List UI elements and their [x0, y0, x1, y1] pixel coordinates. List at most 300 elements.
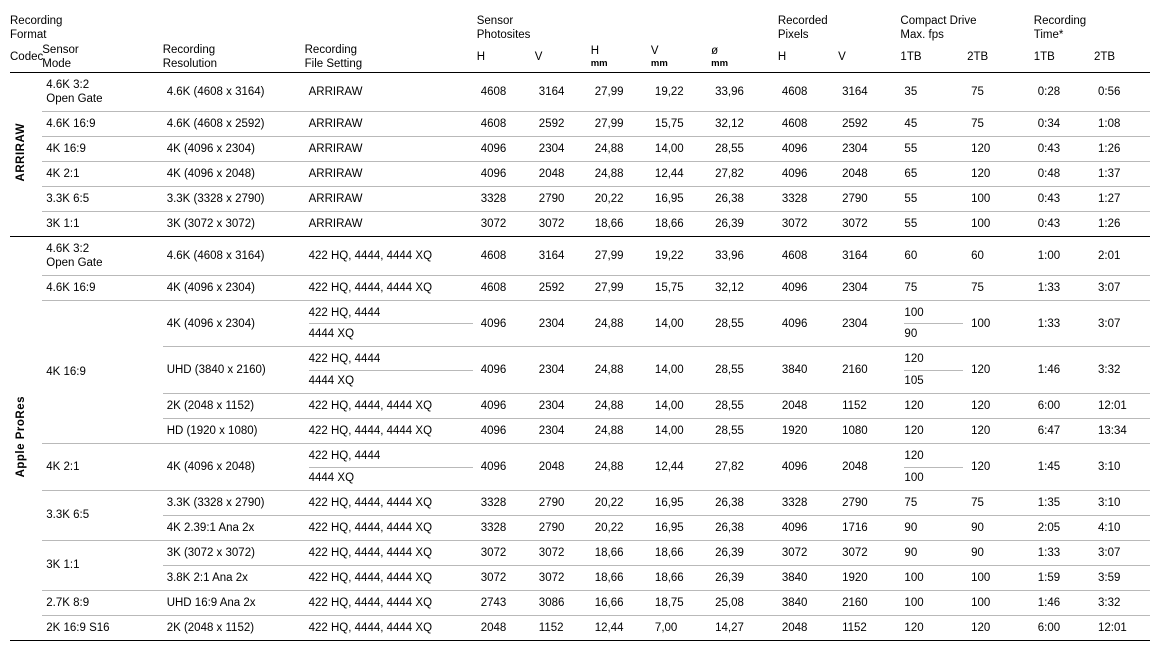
- sp-h-mm: 20,22: [591, 515, 651, 540]
- recording-resolution: 2K (2048 x 1152): [163, 394, 305, 419]
- recording-format-table: [10, 14, 1150, 641]
- sp-o-mm: 26,39: [711, 565, 778, 590]
- table-row: [10, 565, 1150, 590]
- recording-resolution: 4K (4096 x 2304): [163, 275, 305, 300]
- table-row: [10, 111, 1150, 136]
- sensor-mode: 4K 16:9: [42, 136, 162, 161]
- rp-v: 3164: [838, 236, 900, 275]
- time-2tb: 12:01: [1094, 394, 1150, 419]
- sp-v: 2048: [535, 444, 591, 491]
- recording-file-setting: 422 HQ, 4444, 4444 XQ: [305, 236, 477, 275]
- fps-2tb: 120: [967, 347, 1034, 394]
- sp-v: 3072: [535, 540, 591, 565]
- fps-1tb: 100: [900, 591, 967, 616]
- rp-h: 2048: [778, 616, 838, 641]
- header-recording-resolution-line2: Resolution: [162, 58, 218, 71]
- rp-v: 1716: [838, 515, 900, 540]
- header-recorded-pixels-line1: Recorded: [777, 15, 828, 27]
- recording-file-setting: 422 HQ, 4444, 4444 XQ: [305, 616, 477, 641]
- sp-h: 4608: [477, 236, 535, 275]
- rp-v: 2592: [838, 111, 900, 136]
- sensor-mode-line2: Open Gate: [46, 256, 103, 269]
- sp-v: 2304: [535, 419, 591, 444]
- fps-1tb: 55: [900, 186, 967, 211]
- sp-o-mm: 33,96: [711, 236, 778, 275]
- recording-resolution: 3.3K (3328 x 2790): [163, 490, 305, 515]
- fps-1tb: 90: [900, 540, 967, 565]
- fps-2tb: 120: [967, 161, 1034, 186]
- sensor-mode: 3.3K 6:5: [42, 490, 162, 540]
- rp-v: 3072: [838, 540, 900, 565]
- table-row: [10, 394, 1150, 419]
- sp-v-mm: 14,00: [651, 419, 711, 444]
- fps-1tb: 100: [900, 565, 967, 590]
- sp-v: 3164: [535, 236, 591, 275]
- header-sensor-mode-line1: Sensor: [42, 43, 79, 56]
- rp-v: 2160: [838, 347, 900, 394]
- time-1tb: 0:43: [1034, 211, 1094, 236]
- sp-h-mm: 24,88: [591, 300, 651, 347]
- time-2tb: 1:37: [1094, 161, 1150, 186]
- table-row: [10, 419, 1150, 444]
- time-2tb: 2:01: [1094, 236, 1150, 275]
- rp-v: 3164: [838, 72, 900, 111]
- time-1tb: 1:46: [1034, 591, 1094, 616]
- time-2tb: 1:26: [1094, 136, 1150, 161]
- fps-1tb: 120: [900, 394, 967, 419]
- rp-v: 1152: [838, 394, 900, 419]
- sp-v-mm: 14,00: [651, 300, 711, 347]
- sp-v: 2304: [535, 394, 591, 419]
- header-sp-o-mm: [711, 43, 778, 72]
- fps-2tb: 100: [967, 211, 1034, 236]
- rp-v: 3072: [838, 211, 900, 236]
- fps-2tb: 100: [967, 591, 1034, 616]
- recording-file-setting: ARRIRAW: [305, 72, 477, 111]
- fps-2tb: 75: [967, 111, 1034, 136]
- sensor-mode: 3.3K 6:5: [42, 186, 162, 211]
- header-recording-file-setting-line2: File Setting: [304, 58, 363, 71]
- sp-h-mm: 24,88: [591, 136, 651, 161]
- header-sp-v-mm: [651, 43, 711, 72]
- header-sp-h-mm-line1: H: [590, 45, 600, 57]
- sp-v-mm: 7,00: [651, 616, 711, 641]
- sp-h: 3072: [477, 211, 535, 236]
- recording-file-setting: 422 HQ, 4444, 4444 XQ: [305, 540, 477, 565]
- table-row: [10, 186, 1150, 211]
- recording-file-setting: ARRIRAW: [305, 211, 477, 236]
- header-recording-format-line1: Recording: [10, 15, 63, 27]
- time-2tb: 0:56: [1094, 72, 1150, 111]
- recording-file-setting: ARRIRAW: [305, 161, 477, 186]
- header-sp-h: H: [476, 50, 486, 63]
- header-recording-time-line2: Time*: [1033, 29, 1064, 42]
- fps-1tb: 35: [900, 72, 967, 111]
- recording-resolution: 3K (3072 x 3072): [163, 540, 305, 565]
- time-1tb: 0:43: [1034, 136, 1094, 161]
- sp-v-mm: 14,00: [651, 394, 711, 419]
- time-1tb: 0:48: [1034, 161, 1094, 186]
- sp-h-mm: 24,88: [591, 444, 651, 491]
- sp-h: 4608: [477, 111, 535, 136]
- recording-resolution: 4K (4096 x 2304): [163, 136, 305, 161]
- fps-1tb: 60: [900, 236, 967, 275]
- sp-o-mm: 26,38: [711, 515, 778, 540]
- fps-1tb-bottom: 105: [904, 374, 924, 387]
- time-1tb: 1:33: [1034, 275, 1094, 300]
- sensor-mode-line1: 4.6K 3:2: [46, 78, 90, 91]
- time-2tb: 3:32: [1094, 591, 1150, 616]
- recording-resolution: UHD (3840 x 2160): [163, 347, 305, 394]
- sensor-mode: 2.7K 8:9: [42, 591, 162, 616]
- header-recording-file-setting-line1: Recording: [304, 43, 358, 56]
- sensor-mode: 4K 2:1: [42, 161, 162, 186]
- sensor-mode: 3K 1:1: [42, 211, 162, 236]
- fps-2tb: 120: [967, 136, 1034, 161]
- recording-resolution: 4K 2.39:1 Ana 2x: [163, 515, 305, 540]
- header-sp-v: V: [534, 50, 543, 63]
- sp-o-mm: 26,39: [711, 540, 778, 565]
- sp-h: 4608: [477, 72, 535, 111]
- fps-1tb: 55: [900, 136, 967, 161]
- recording-file-setting-bottom: 4444 XQ: [308, 328, 355, 341]
- recording-resolution: 4K (4096 x 2048): [163, 161, 305, 186]
- time-1tb: 1:59: [1034, 565, 1094, 590]
- fps-1tb: 45: [900, 111, 967, 136]
- time-1tb: 6:00: [1034, 616, 1094, 641]
- sp-o-mm: 26,39: [711, 211, 778, 236]
- recording-resolution: UHD 16:9 Ana 2x: [163, 591, 305, 616]
- sensor-mode: 4K 2:1: [42, 444, 162, 491]
- recording-resolution: 3K (3072 x 3072): [163, 211, 305, 236]
- sp-v-mm: 18,75: [651, 591, 711, 616]
- header-sensor-photosites: [477, 14, 778, 43]
- sp-h-mm: 27,99: [591, 275, 651, 300]
- header-sp-v-mm-line1: V: [650, 45, 659, 57]
- fps-2tb: 100: [967, 565, 1034, 590]
- header-rt-2tb: 2TB: [1093, 50, 1116, 63]
- header-recording-time: [1034, 14, 1150, 43]
- sensor-mode: 3K 1:1: [42, 540, 162, 590]
- header-recording-time-line1: Recording: [1033, 15, 1087, 27]
- sp-o-mm: 32,12: [711, 275, 778, 300]
- time-1tb: 0:34: [1034, 111, 1094, 136]
- sp-v-mm: 16,95: [651, 186, 711, 211]
- rp-h: 3328: [778, 186, 838, 211]
- rp-h: 3840: [778, 565, 838, 590]
- sp-v: 2790: [535, 490, 591, 515]
- rp-h: 4608: [778, 72, 838, 111]
- rp-v: 2304: [838, 300, 900, 347]
- sp-v-mm: 16,95: [651, 490, 711, 515]
- header-sp-o-mm-line1: ø: [711, 45, 719, 57]
- header-sp-v-mm-line2: mm: [650, 58, 668, 70]
- fps-1tb: [900, 347, 967, 394]
- time-1tb: 0:28: [1034, 72, 1094, 111]
- fps-1tb-bottom: 90: [904, 328, 918, 341]
- recording-resolution: 4.6K (4608 x 3164): [163, 236, 305, 275]
- sp-h: 3328: [477, 186, 535, 211]
- table-row: [10, 161, 1150, 186]
- time-2tb: 3:59: [1094, 565, 1150, 590]
- fps-1tb: 120: [900, 616, 967, 641]
- fps-1tb: 65: [900, 161, 967, 186]
- sp-v-mm: 18,66: [651, 540, 711, 565]
- recording-file-setting: [305, 300, 477, 347]
- header-recording-resolution: [163, 43, 305, 72]
- sp-h: 3328: [477, 515, 535, 540]
- header-codec: Codec: [10, 50, 44, 63]
- time-2tb: 1:27: [1094, 186, 1150, 211]
- header-recorded-pixels-line2: Pixels: [777, 29, 809, 42]
- fps-1tb-top: 120: [904, 449, 963, 467]
- sp-v: 2048: [535, 161, 591, 186]
- sp-v-mm: 14,00: [651, 347, 711, 394]
- sp-h: 3072: [477, 540, 535, 565]
- table-row: [10, 347, 1150, 394]
- rp-v: 1152: [838, 616, 900, 641]
- sensor-mode: [42, 236, 162, 275]
- header-recording-resolution-line1: Recording: [162, 43, 216, 56]
- time-2tb: 1:26: [1094, 211, 1150, 236]
- sp-v: 2304: [535, 300, 591, 347]
- sp-h: 4096: [477, 444, 535, 491]
- time-1tb: 1:00: [1034, 236, 1094, 275]
- sp-v-mm: 12,44: [651, 161, 711, 186]
- fps-2tb: 75: [967, 72, 1034, 111]
- table-row: [10, 236, 1150, 275]
- recording-file-setting-top: 422 HQ, 4444: [309, 306, 473, 324]
- time-2tb: 3:07: [1094, 275, 1150, 300]
- sp-h-mm: 12,44: [591, 616, 651, 641]
- recording-file-setting: 422 HQ, 4444, 4444 XQ: [305, 490, 477, 515]
- header-sp-h-mm: [591, 43, 651, 72]
- rp-h: 3072: [778, 211, 838, 236]
- recording-file-setting: 422 HQ, 4444, 4444 XQ: [305, 394, 477, 419]
- sp-h: 2048: [477, 616, 535, 641]
- table-row: [10, 515, 1150, 540]
- time-1tb: 0:43: [1034, 186, 1094, 211]
- sp-o-mm: 28,55: [711, 394, 778, 419]
- sp-v-mm: 18,66: [651, 211, 711, 236]
- recording-file-setting-top: 422 HQ, 4444: [309, 352, 473, 370]
- sp-v: 2304: [535, 136, 591, 161]
- sp-h: 2743: [477, 591, 535, 616]
- sp-h: 4096: [477, 136, 535, 161]
- rp-h: 4608: [778, 111, 838, 136]
- sp-h: 3328: [477, 490, 535, 515]
- codec-group-arriraw: [10, 72, 42, 236]
- sp-h-mm: 24,88: [591, 394, 651, 419]
- sp-h-mm: 18,66: [591, 211, 651, 236]
- header-recording-format-line2: Format: [10, 29, 47, 42]
- sp-v-mm: 12,44: [651, 444, 711, 491]
- sp-h: 4096: [477, 347, 535, 394]
- rp-h: 3072: [778, 540, 838, 565]
- recording-file-setting: ARRIRAW: [305, 136, 477, 161]
- rp-h: 4096: [778, 275, 838, 300]
- sp-v: 3072: [535, 565, 591, 590]
- fps-2tb: 100: [967, 186, 1034, 211]
- header-cd-2tb: 2TB: [967, 50, 989, 63]
- header-sensor-photosites-line1: Sensor: [476, 15, 514, 27]
- header-sensor-mode: [42, 43, 162, 72]
- time-2tb: 3:07: [1094, 300, 1150, 347]
- codec-group-apple-prores-label: Apple ProRes: [15, 395, 27, 478]
- fps-2tb: 90: [967, 515, 1034, 540]
- header-rp-h: H: [777, 50, 787, 63]
- table-row: [10, 300, 1150, 347]
- recording-file-setting: [305, 347, 477, 394]
- time-1tb: 6:47: [1034, 419, 1094, 444]
- recording-file-setting: 422 HQ, 4444, 4444 XQ: [305, 515, 477, 540]
- header-compact-drive: [900, 14, 1033, 43]
- recording-file-setting-bottom: 4444 XQ: [308, 374, 355, 387]
- rp-h: 4608: [778, 236, 838, 275]
- header-recorded-pixels: [778, 14, 901, 43]
- rp-h: 4096: [778, 515, 838, 540]
- recording-resolution: 4K (4096 x 2048): [163, 444, 305, 491]
- recording-file-setting: 422 HQ, 4444, 4444 XQ: [305, 275, 477, 300]
- rp-v: 2790: [838, 186, 900, 211]
- sp-o-mm: 28,55: [711, 136, 778, 161]
- recording-file-setting-top: 422 HQ, 4444: [309, 449, 473, 467]
- sp-h-mm: 18,66: [591, 540, 651, 565]
- table-row: [10, 616, 1150, 641]
- time-2tb: 4:10: [1094, 515, 1150, 540]
- sp-v: 2790: [535, 515, 591, 540]
- table-row: [10, 540, 1150, 565]
- time-1tb: 1:33: [1034, 300, 1094, 347]
- sensor-mode: [42, 72, 162, 111]
- table-row: [10, 275, 1150, 300]
- rp-h: 3840: [778, 591, 838, 616]
- sensor-mode: 4.6K 16:9: [42, 275, 162, 300]
- fps-1tb-top: 100: [904, 306, 963, 324]
- sp-o-mm: 33,96: [711, 72, 778, 111]
- recording-resolution: HD (1920 x 1080): [163, 419, 305, 444]
- sp-o-mm: 28,55: [711, 419, 778, 444]
- recording-resolution: 3.8K 2:1 Ana 2x: [163, 565, 305, 590]
- table-row: [10, 490, 1150, 515]
- time-2tb: 3:10: [1094, 490, 1150, 515]
- fps-2tb: 75: [967, 275, 1034, 300]
- sp-v: 2304: [535, 347, 591, 394]
- header-compact-drive-line2: Max. fps: [900, 29, 944, 42]
- recording-resolution: 4.6K (4608 x 2592): [163, 111, 305, 136]
- fps-1tb: 120: [900, 419, 967, 444]
- rp-v: 1080: [838, 419, 900, 444]
- table-row: [10, 211, 1150, 236]
- rp-v: 2790: [838, 490, 900, 515]
- table-row: [10, 444, 1150, 491]
- sp-h: 4608: [477, 275, 535, 300]
- header-recording-file-setting: [305, 43, 477, 72]
- fps-1tb: 90: [900, 515, 967, 540]
- time-1tb: 6:00: [1034, 394, 1094, 419]
- rp-h: 3840: [778, 347, 838, 394]
- sp-o-mm: 14,27: [711, 616, 778, 641]
- recording-resolution: 3.3K (3328 x 2790): [163, 186, 305, 211]
- fps-1tb-bottom: 100: [904, 471, 924, 484]
- time-1tb: 1:45: [1034, 444, 1094, 491]
- header-sensor-mode-line2: Mode: [42, 58, 72, 71]
- fps-1tb: 55: [900, 211, 967, 236]
- rp-v: 2048: [838, 161, 900, 186]
- header-cd-1tb: 1TB: [900, 50, 922, 63]
- sp-v: 2592: [535, 275, 591, 300]
- table-header-group-row: [10, 14, 1150, 43]
- header-sensor-photosites-line2: Photosites: [476, 29, 531, 42]
- rp-h: 1920: [778, 419, 838, 444]
- sp-v-mm: 15,75: [651, 275, 711, 300]
- sp-h-mm: 27,99: [591, 111, 651, 136]
- time-1tb: 1:35: [1034, 490, 1094, 515]
- sp-h: 4096: [477, 419, 535, 444]
- fps-1tb-top: 120: [904, 352, 963, 370]
- rp-h: 4096: [778, 444, 838, 491]
- rp-h: 4096: [778, 136, 838, 161]
- sp-o-mm: 32,12: [711, 111, 778, 136]
- sp-h-mm: 20,22: [591, 490, 651, 515]
- sp-h: 3072: [477, 565, 535, 590]
- sp-h-mm: 24,88: [591, 161, 651, 186]
- recording-resolution: 4.6K (4608 x 3164): [163, 72, 305, 111]
- recording-resolution: 2K (2048 x 1152): [163, 616, 305, 641]
- sp-h-mm: 24,88: [591, 419, 651, 444]
- fps-1tb: [900, 300, 967, 347]
- fps-2tb: 60: [967, 236, 1034, 275]
- table-row: [10, 136, 1150, 161]
- sp-v: 2790: [535, 186, 591, 211]
- fps-2tb: 100: [967, 300, 1034, 347]
- time-2tb: 3:32: [1094, 347, 1150, 394]
- fps-2tb: 120: [967, 444, 1034, 491]
- recording-file-setting: [305, 444, 477, 491]
- header-sp-h-mm-line2: mm: [590, 58, 608, 70]
- rp-h: 4096: [778, 300, 838, 347]
- sensor-mode-line1: 4.6K 3:2: [46, 242, 90, 255]
- rp-v: 2160: [838, 591, 900, 616]
- sp-h-mm: 27,99: [591, 72, 651, 111]
- rp-h: 3328: [778, 490, 838, 515]
- sp-h: 4096: [477, 300, 535, 347]
- time-2tb: 13:34: [1094, 419, 1150, 444]
- header-recording-format: [10, 14, 477, 43]
- fps-1tb: 75: [900, 275, 967, 300]
- sp-v: 3072: [535, 211, 591, 236]
- time-2tb: 1:08: [1094, 111, 1150, 136]
- rp-h: 2048: [778, 394, 838, 419]
- fps-2tb: 120: [967, 394, 1034, 419]
- time-1tb: 1:33: [1034, 540, 1094, 565]
- sensor-mode: 4.6K 16:9: [42, 111, 162, 136]
- rp-h: 4096: [778, 161, 838, 186]
- sp-h-mm: 18,66: [591, 565, 651, 590]
- header-compact-drive-line1: Compact Drive: [900, 15, 977, 27]
- codec-group-arriraw-label: ARRIRAW: [15, 122, 27, 182]
- header-rt-1tb: 1TB: [1033, 50, 1055, 63]
- header-rp-v: V: [838, 50, 846, 63]
- sp-o-mm: 26,38: [711, 490, 778, 515]
- recording-file-setting: 422 HQ, 4444, 4444 XQ: [305, 591, 477, 616]
- sp-v: 3086: [535, 591, 591, 616]
- sp-v-mm: 19,22: [651, 72, 711, 111]
- sp-v: 3164: [535, 72, 591, 111]
- sp-h-mm: 24,88: [591, 347, 651, 394]
- sp-o-mm: 25,08: [711, 591, 778, 616]
- sp-h-mm: 27,99: [591, 236, 651, 275]
